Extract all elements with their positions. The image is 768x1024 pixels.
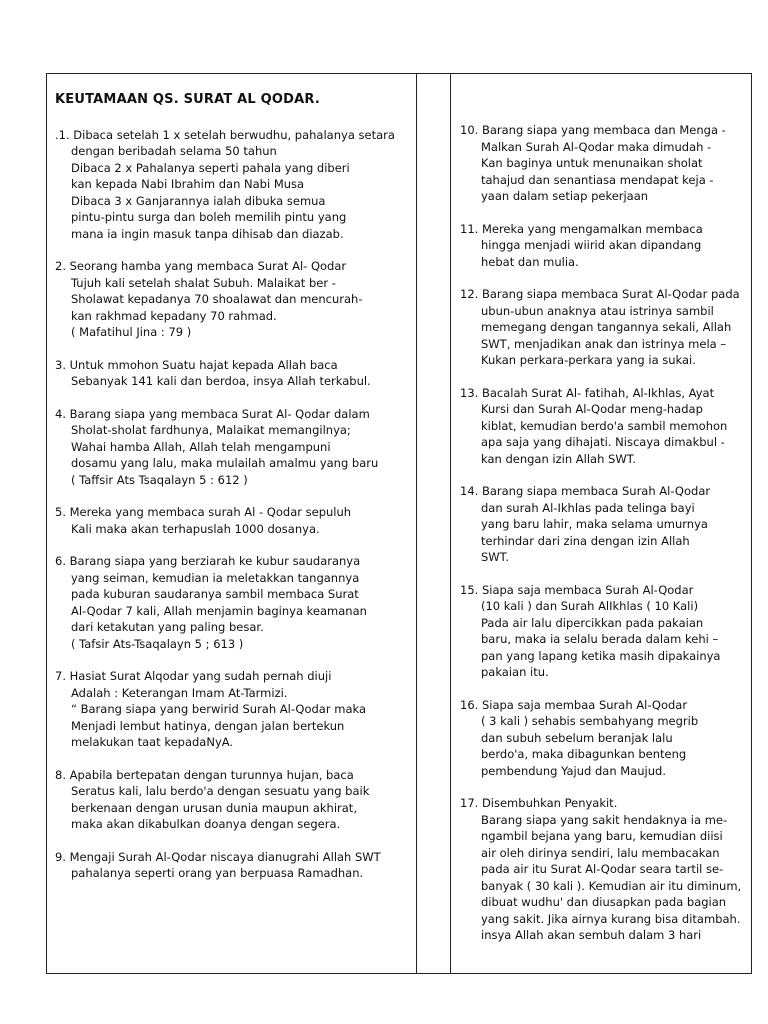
list-item xyxy=(55,357,413,390)
item-line: 5. Mereka yang membaca surah Al - Qodar sepuluh xyxy=(55,505,352,519)
list-item xyxy=(460,221,750,271)
item-line: Dibaca 2 x Pahalanya seperti pahala yang diberi xyxy=(71,160,350,175)
list-item xyxy=(55,767,413,833)
item-line: Seratus kali, lalu berdo'a dengan sesuatu yang baik xyxy=(71,784,370,798)
item-line: yang sakit. Jika airnya kurang bisa ditambah. xyxy=(481,911,741,926)
item-line: dan surah Al-Ikhlas pada telinga bayi xyxy=(481,500,695,515)
list-item xyxy=(460,483,750,566)
list-item xyxy=(460,122,750,205)
right-items-list xyxy=(460,122,750,944)
item-line: yang baru lahir, maka selama umurnya xyxy=(481,517,708,531)
item-line: 2. Seorang hamba yang membaca Surat Al- Qodar xyxy=(55,259,347,273)
item-line: 15. Siapa saja membaca Surah Al-Qodar xyxy=(460,582,694,597)
item-line: 7. Hasiat Surat Alqodar yang sudah pernah diuji xyxy=(55,669,332,683)
item-line: 6. Barang siapa yang berziarah ke kubur saudaranya xyxy=(55,554,361,568)
item-line: kan kepada Nabi Ibrahim dan Nabi Musa xyxy=(71,177,305,191)
item-line: 11. Mereka yang mengamalkan membaca xyxy=(460,221,703,236)
item-line: Dibaca 3 x Ganjarannya ialah dibuka semua xyxy=(71,193,326,208)
item-line: pintu-pintu surga dan boleh memilih pintu yang xyxy=(71,210,347,224)
item-line: memegang dengan tangannya sekali, Allah xyxy=(481,320,732,334)
item-line: Wahai hamba Allah, Allah telah mengampuni xyxy=(71,439,331,454)
item-line: Kursi dan Surah Al-Qodar meng-hadap xyxy=(481,402,703,416)
item-line: Kukan perkara-perkara yang ia sukai. xyxy=(481,353,696,367)
list-item xyxy=(55,504,413,537)
item-line: air oleh dirinya sendiri, lalu membacakan xyxy=(481,845,720,860)
item-line: yaan dalam setiap pekerjaan xyxy=(481,189,649,203)
left-items-list xyxy=(55,127,413,882)
document-title: KEUTAMAAN QS. SURAT AL QODAR. xyxy=(55,92,320,107)
item-line: 4. Barang siapa yang membaca Surat Al- Qodar dalam xyxy=(55,406,370,421)
item-line: dan subuh sebelum beranjak lalu xyxy=(481,730,673,745)
list-item xyxy=(55,553,413,652)
item-line: kan rakhmad kepadany 70 rahmad. xyxy=(71,308,277,323)
item-line: insya Allah akan sembuh dalam 3 hari xyxy=(481,928,702,942)
item-line: pembendung Yajud dan Maujud. xyxy=(481,763,666,778)
item-line: ( Mafatihul Jina : 79 ) xyxy=(71,325,192,339)
list-item xyxy=(460,286,750,369)
item-line: Adalah : Keterangan Imam At-Tarmizi. xyxy=(71,685,288,700)
item-line: dosamu yang lalu, maka mulailah amalmu yang baru xyxy=(71,456,379,470)
item-line: ( Tafsir Ats-Tsaqalayn 5 ; 613 ) xyxy=(71,636,244,651)
left-column xyxy=(55,92,413,898)
right-column xyxy=(460,122,750,960)
item-line: apa saja yang dihajati. Niscaya dimakbul - xyxy=(481,435,725,449)
item-line: ngambil bejana yang baru, kemudian diisi xyxy=(481,829,723,843)
item-line: 3. Untuk mmohon Suatu hajat kepada Allah baca xyxy=(55,357,338,372)
list-item xyxy=(55,406,413,489)
item-line: hingga menjadi wiirid akan dipandang xyxy=(481,238,702,252)
column-divider-left xyxy=(416,73,417,974)
item-line: pan yang lapang ketika masih dipakainya xyxy=(481,648,721,663)
list-item xyxy=(460,385,750,468)
item-line: Tujuh kali setelah shalat Subuh. Malaikat ber - xyxy=(71,275,336,290)
item-line: berkenaan dengan urusan dunia maupun akhirat, xyxy=(71,800,357,815)
item-line: melakukan taat kepadaNyA. xyxy=(71,735,234,749)
item-line: hebat dan mulia. xyxy=(481,254,579,269)
list-item xyxy=(55,127,413,243)
item-line: pada kuburan saudaranya sambil membaca Surat xyxy=(71,587,359,601)
item-line: kan dengan izin Allah SWT. xyxy=(481,451,637,466)
list-item xyxy=(55,849,413,882)
item-line: baru, maka ia selalu berada dalam kehi – xyxy=(481,632,719,646)
list-item xyxy=(55,258,413,341)
item-line: Sholawat kepadanya 70 shoalawat dan mencurah- xyxy=(71,292,363,306)
item-line: pada air itu Surat Al-Qodar seara tartil se- xyxy=(481,862,724,876)
item-line: yang seiman, kemudian ia meletakkan tangannya xyxy=(71,570,360,585)
item-line: kiblat, kemudian berdo'a sambil memohon xyxy=(481,418,728,433)
item-line: 17. Disembuhkan Penyakit. xyxy=(460,796,618,810)
item-line: dari ketakutan yang paling besar. xyxy=(71,620,264,634)
list-item xyxy=(55,668,413,751)
item-line: dibuat wudhu' dan diusapkan pada bagian xyxy=(481,895,727,909)
item-line: pahalanya seperti orang yan berpuasa Ramadhan. xyxy=(71,866,364,880)
item-line: ( 3 kali ) sehabis sembahyang megrib xyxy=(481,714,699,728)
item-line: 16. Siapa saja membaa Surah Al-Qodar xyxy=(460,697,688,712)
item-line: SWT. xyxy=(481,550,509,564)
list-item xyxy=(460,582,750,681)
column-divider-right xyxy=(450,73,451,974)
item-line: pakaian itu. xyxy=(481,665,549,679)
item-line: Barang siapa yang sakit hendaknya ia me- xyxy=(481,812,728,827)
item-line: 14. Barang siapa membaca Surah Al-Qodar xyxy=(460,484,711,498)
item-line: dengan beribadah selama 50 tahun xyxy=(71,144,277,158)
item-line: banyak ( 30 kali ). Kemudian air itu diminum, xyxy=(481,878,742,893)
list-item xyxy=(460,795,750,944)
item-line: 9. Mengaji Surah Al-Qodar niscaya dianugrahi Allah SWT xyxy=(55,849,381,864)
item-line: terhindar dari zina dengan izin Allah xyxy=(481,533,690,548)
item-line: 12. Barang siapa membaca Surat Al-Qodar pada xyxy=(460,287,740,301)
item-line: 10. Barang siapa yang membaca dan Menga - xyxy=(460,123,726,137)
item-line: maka akan dikabulkan doanya dengan segera. xyxy=(71,817,341,831)
item-line: 13. Bacalah Surat Al- fatihah, Al-Ikhlas, Ayat xyxy=(460,385,715,400)
item-line: Sebanyak 141 kali dan berdoa, insya Allah terkabul. xyxy=(71,374,371,388)
item-line: ubun-ubun anaknya atau istrinya sambil xyxy=(481,303,714,318)
item-line: Kan baginya untuk menunaikan sholat xyxy=(481,156,703,170)
item-line: Sholat-sholat fardhunya, Malaikat memangilnya; xyxy=(71,423,351,437)
item-line: Menjadi lembut hatinya, dengan jalan bertekun xyxy=(71,718,345,733)
item-line: Kali maka akan terhapuslah 1000 dosanya. xyxy=(71,521,320,536)
item-line: .1. Dibaca setelah 1 x setelah berwudhu, pahalanya setara xyxy=(55,127,395,142)
list-item xyxy=(460,697,750,780)
item-line: mana ia ingin masuk tanpa dihisab dan diazab. xyxy=(71,226,344,241)
item-line: 8. Apabila bertepatan dengan turunnya hujan, baca xyxy=(55,767,354,782)
item-line: SWT, menjadikan anak dan istrinya mela – xyxy=(481,336,727,351)
item-line: Malkan Surah Al-Qodar maka dimudah - xyxy=(481,139,712,154)
item-line: ( Taffsir Ats Tsaqalayn 5 : 612 ) xyxy=(71,472,248,487)
item-line: berdo'a, maka dibagunkan benteng xyxy=(481,747,687,761)
item-line: Al-Qodar 7 kali, Allah menjamin baginya keamanan xyxy=(71,603,367,618)
item-line: Pada air lalu dipercikkan pada pakaian xyxy=(481,615,704,630)
item-line: tahajud dan senantiasa mendapat keja - xyxy=(481,172,714,187)
item-line: “ Barang siapa yang berwirid Surah Al-Qodar maka xyxy=(71,702,366,716)
item-line: (10 kali ) dan Surah AlIkhlas ( 10 Kali) xyxy=(481,599,699,613)
